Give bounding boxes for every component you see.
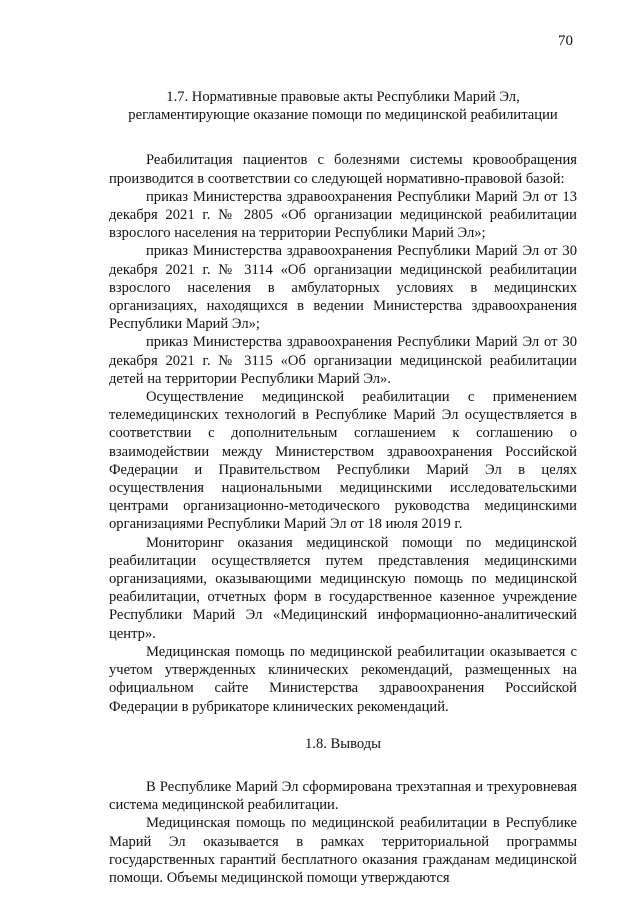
paragraph-territorial-program: Медицинская помощь по медицинской реабилитации в Республике Марий Эл оказывается в рамках территориальной программы государственных гарантий бесплатного оказания гражданам медицинской помощи. Объемы медицинской помощи утверждаются bbox=[109, 815, 577, 886]
paragraph-order-3115: приказ Министерства здравоохранения Республики Марий Эл от 30 декабря 2021 г. № 3115 «Об организации медицинской реабилитации детей на территории Республики Марий Эл». bbox=[109, 334, 577, 387]
paragraph-clinical-guidelines: Медицинская помощь по медицинской реабилитации оказывается с учетом утвержденных клинических рекомендаций, размещенных на официальном сайте Министерства здравоохранения Российской Федерации в рубрикаторе клинических рекомендаций. bbox=[109, 643, 577, 715]
paragraph-system-formed: В Республике Марий Эл сформирована трехэтапная и трехуровневая система медицинской реабилитации. bbox=[109, 778, 577, 814]
page-number: 70 bbox=[558, 33, 573, 49]
paragraph-intro: Реабилитация пациентов с болезнями системы кровообращения производится в соответствии со следующей нормативно-правовой базой: bbox=[109, 152, 577, 187]
document-body bbox=[109, 88, 577, 887]
section-1-7-title-line-2: регламентирующие оказание помощи по медицинской реабилитации bbox=[128, 107, 558, 124]
paragraph-order-2805: приказ Министерства здравоохранения Республики Марий Эл от 13 декабря 2021 г. № 2805 «Об организации медицинской реабилитации взрослого населения на территории Республики Марий Эл»; bbox=[109, 188, 577, 242]
paragraph-order-3114: приказ Министерства здравоохранения Республики Марий Эл от 30 декабря 2021 г. № 3114 «Об организации медицинской реабилитации взрослого населения в амбулаторных условиях в медицинских организациях, находящихся в ведении Министерства здравоохранения Республики Марий Эл»; bbox=[109, 243, 577, 333]
section-1-7-heading bbox=[109, 88, 577, 124]
section-1-8-heading: 1.8. Выводы bbox=[305, 735, 381, 752]
paragraph-telemedicine: Осуществление медицинской реабилитации с применением телемедицинских технологий в Республике Марий Эл осуществляется в соответствии с дополнительным соглашением к соглашению о взаимодействии между Министерством здравоохранения Российской Федерации и Правительством Республики Марий Эл в целях осуществления национальными медицинскими исследовательскими центрами организационно-методического руководства медицинскими организациями Республики Марий Эл от 18 июля 2019 г. bbox=[109, 389, 577, 533]
paragraph-monitoring: Мониторинг оказания медицинской помощи по медицинской реабилитации осуществляется путем представления медицинскими организациями, оказывающими медицинскую помощь по медицинской реабилитации, отчетных форм в государственное казенное учреждение Республики Марий Эл «Медицинский информационно-аналитический центр». bbox=[109, 534, 577, 642]
section-1-7-title-line-1: 1.7. Нормативные правовые акты Республики Марий Эл, bbox=[166, 89, 520, 105]
